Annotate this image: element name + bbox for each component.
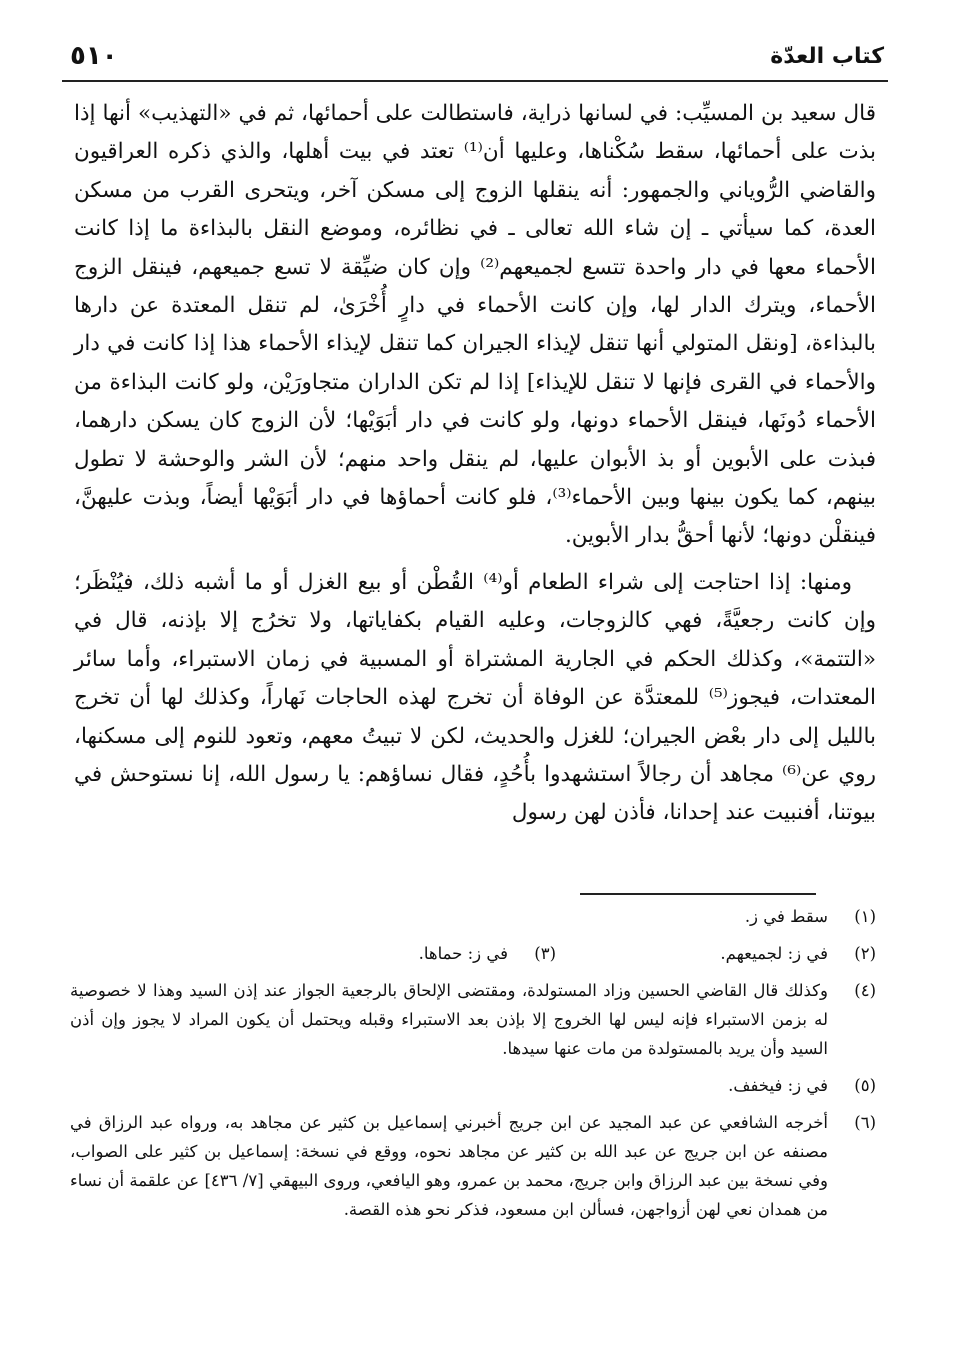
- footnote-text: أخرجه الشافعي عن عبد المجيد عن ابن جريج أخبرني إسماعيل بن كثير عن مجاهد به، ورواه عبد الرزاق في مصنفه عن ابن جريج عن عبد الله بن كثير عن مجاهد نحوه، ووقع في نسخة: إسماعيل بن كثير على الصواب، وفي نسخة بين عبد الرزاق وابن جريج، محمد بن عمرو، وهو اليافعي، وروى البيهقي [٧/ ٤٣٦] عن علقمة أن نساء من همدان نعي لهن أزواجهن، فسألن ابن مسعود، فذكر نحو هذه القصة.: [70, 1113, 828, 1219]
- footnote-rule: [580, 893, 816, 895]
- paragraph: قال سعيد بن المسيِّب: في لسانها ذراية، فاستطالت على أحمائها، ثم في «التهذيب» أنها إذا بذت على أحمائها، سقط سُكْناها، وعليها أن⁽¹⁾ تعتد في بيت أهلها، والذي ذكره العراقيون والقاضي الرُّوياني والجمهور: أنه ينقلها الزوج إلى مسكن آخر، ويتحرى القرب من مسكن العدة، كما سيأتي ـ إن شاء الله تعالى ـ في نظائره، وموضع النقل بالبذاءة ما إذا كانت الأحماء معها في دار واحدة تتسع لجميعهم⁽²⁾ وإن كان ضيِّقة لا تسع جميعهم، فينقل الزوج الأحماء، ويترك الدار لها، وإن كانت الأحماء في دارٍ أُخْرَىٰ، لم تنقل المعتدة عن دارها بالبذاءة، [ونقل المتولي أنها تنقل لإيذاء الجيران كما تنقل لإيذاء الأحماء هذا إذا كانت في دار والأحماء في القرى فإنها لا تنقل للإيذاء] إذا لم تكن الداران متجاورَيْن، ولو كانت البذاءة من الأحماء دُونَها، فينقل الأحماء دونها، ولو كانت في دار أبَوَيْها؛ لأن الزوج كان يسكن دارهما، فبذت على الأبوين أو بذ الأبوان عليها، لم ينقل واحد منهم؛ لأن الشر والوحشة لا تطول بينهم، كما يكون بينها وبين الأحماء⁽³⁾، فلو كانت أحماؤها في دار أبَوَيْها أيضاً، وبذت عليهنَّ، فينقلْن دونها؛ لأنها أحقُّ بدار الأبوين.: [74, 101, 876, 549]
- main-text: [74, 95, 876, 833]
- footnote: [419, 939, 556, 968]
- footnote-text: سقط في ز.: [744, 907, 828, 926]
- footnote: [70, 1108, 876, 1224]
- header-rule: [62, 80, 888, 82]
- footnotes: [70, 902, 876, 1232]
- footnote: [70, 1071, 876, 1100]
- footnote-text: في ز: فيخفف.: [728, 1076, 828, 1095]
- footnote-number: (١): [854, 907, 876, 926]
- footnote-text: في ز: حماها.: [418, 944, 508, 963]
- paragraph: ومنها: إذا احتاجت إلى شراء الطعام أو⁽⁴⁾ القُطْن أو بيع الغزل أو ما أشبه ذلك، فيُنْظَر؛ وإن كانت رجعيَّةً، فهي كالزوجات، وعليه القيام بكفاياتها، ولا تخرُج إلا بإذنه، قال في «التتمة»، وكذلك الحكم في الجارية المشتراة أو المسبية في زمان الاستبراء، وأما سائر المعتدات، فيجوز⁽⁵⁾ للمعتدَّة عن الوفاة أن تخرج لهذه الحاجات نَهاراً، وكذلك لها أن تخرج بالليل إلى دار بعْض الجيران؛ للغزل والحديث، لكن لا تبيتُ معهم، وتعود للنوم إلى مسكنها، روي عن⁽⁶⁾ مجاهد أن رجالاً استشهدوا بأُحُدٍ، فقال نساؤهم: يا رسول الله، إنا نستوحش في بيوتنا، أفنبيت عند إحدانا، فأذن لهن رسول: [74, 569, 877, 826]
- footnote-number: (٣): [534, 944, 556, 963]
- footnote-number: (٤): [854, 981, 876, 1000]
- footnote: [70, 976, 876, 1063]
- footnote-row: [70, 939, 876, 968]
- footnote-number: (٦): [854, 1113, 876, 1132]
- page-number: ٥١٠: [70, 41, 118, 71]
- footnote-text: وكذلك قال القاضي الحسين وزاد المستولدة، ومقتضى الإلحاق بالرجعية الجواز عند إذن السيد وهذا لا خصوصية له بزمن الاستبراء فإنه ليس لها الخروج إلا بإذن بعد الاستبراء وقبله ويحتمل أن يكون المراد لا يجوز وإن أذن السيد وأن يريد بالمستولدة من مات عنها سيدها.: [70, 981, 828, 1058]
- footnote-number: (٥): [854, 1076, 876, 1095]
- footnote: [70, 902, 876, 931]
- page-header: [70, 34, 884, 78]
- footnote: [556, 939, 876, 968]
- footnote-number: (٢): [854, 944, 876, 963]
- footnote-text: في ز: لجميعهم.: [720, 944, 828, 963]
- running-title: كتاب العدّة: [770, 43, 884, 69]
